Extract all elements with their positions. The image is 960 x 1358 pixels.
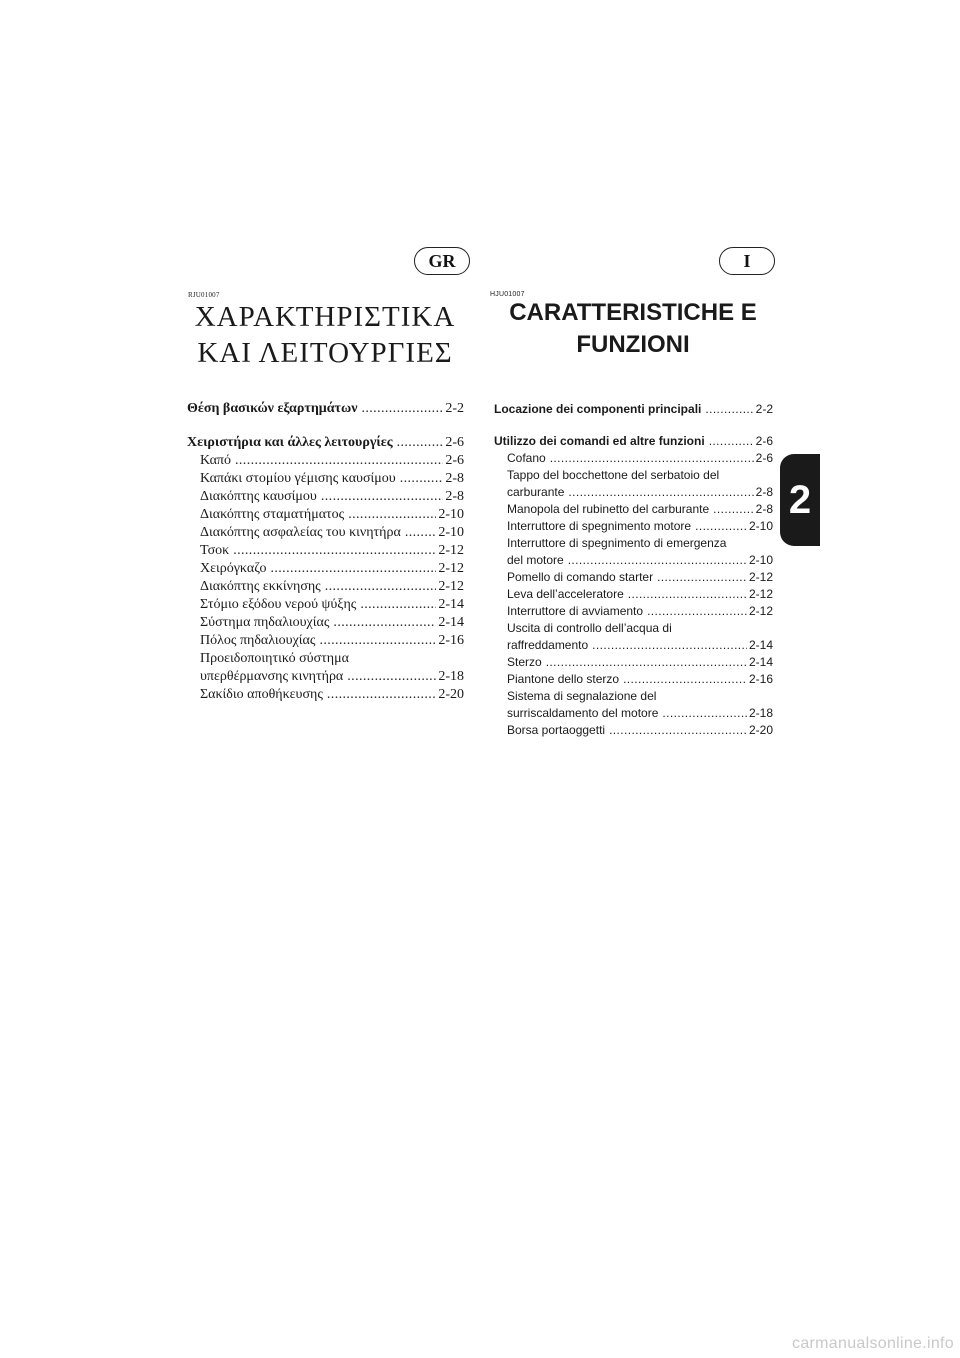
- chapter-title-italian: [488, 297, 778, 361]
- title-line: ΧΑΡΑΚΤΗΡΙΣΤΙΚΑ: [194, 301, 456, 333]
- chapter-tab[interactable]: [780, 454, 820, 546]
- toc-page: 2-12: [438, 561, 464, 576]
- toc-page: 2-8: [755, 502, 773, 516]
- toc-page: 2-14: [748, 655, 773, 669]
- toc-page: 2-18: [438, 669, 464, 684]
- toc-entry[interactable]: [494, 603, 773, 620]
- toc-label: Piantone dello sterzo: [507, 672, 620, 686]
- toc-page: 2-8: [755, 485, 773, 499]
- toc-page: 2-6: [445, 453, 464, 468]
- toc-entry[interactable]: [494, 450, 773, 467]
- toc-entry[interactable]: [494, 401, 773, 418]
- toc-label: Διακόπτης εκκίνησης: [200, 579, 321, 594]
- title-line: FUNZIONI: [576, 331, 690, 358]
- section-code-greek: RJU01007: [188, 291, 220, 299]
- toc-page: 2-18: [748, 706, 773, 720]
- chapter-number: 2: [788, 477, 812, 522]
- title-line: CARATTERISTICHE E: [509, 299, 757, 326]
- toc-page: 2-14: [438, 615, 464, 630]
- toc-entry[interactable]: [187, 614, 464, 632]
- toc-page: 2-20: [748, 723, 773, 737]
- table-of-contents-greek: [187, 400, 464, 704]
- toc-label: carburante: [507, 485, 565, 499]
- toc-label: Cofano: [507, 451, 546, 465]
- toc-label: Σακίδιο αποθήκευσης: [200, 687, 323, 702]
- toc-entry[interactable]: [494, 620, 773, 637]
- toc-entry[interactable]: [494, 722, 773, 739]
- toc-entry[interactable]: [494, 518, 773, 535]
- toc-entry[interactable]: [187, 400, 464, 418]
- toc-page: 2-16: [438, 633, 464, 648]
- toc-entry[interactable]: [494, 569, 773, 586]
- toc-page: 2-6: [755, 451, 773, 465]
- toc-label: surriscaldamento del motore: [507, 706, 659, 720]
- toc-entry[interactable]: [187, 506, 464, 524]
- watermark-text: carmanualsonline.info: [792, 1335, 954, 1352]
- toc-page: 2-20: [438, 687, 464, 702]
- toc-entry[interactable]: [494, 688, 773, 705]
- toc-page: 2-14: [748, 638, 773, 652]
- toc-entry[interactable]: [187, 668, 464, 686]
- toc-label: Χειριστήρια και άλλες λειτουργίες: [187, 435, 393, 450]
- chapter-title-greek: [180, 299, 470, 371]
- toc-label: Utilizzo dei comandi ed altre funzioni: [494, 434, 705, 448]
- toc-label: Πόλος πηδαλιουχίας: [200, 633, 316, 648]
- toc-label: Pomello di comando starter: [507, 570, 654, 584]
- toc-entry[interactable]: [494, 637, 773, 654]
- toc-label: Manopola del rubinetto del carburante: [507, 502, 710, 516]
- toc-label: Προειδοποιητικό σύστημα: [200, 651, 349, 666]
- toc-label: Καπό: [200, 453, 231, 468]
- toc-page: 2-2: [445, 401, 464, 416]
- toc-label: Locazione dei componenti principali: [494, 402, 702, 416]
- section-code-italian: HJU01007: [490, 291, 525, 298]
- toc-label: Sistema di segnalazione del: [507, 689, 657, 703]
- toc-label: Διακόπτης ασφαλείας του κινητήρα: [200, 525, 401, 540]
- toc-entry[interactable]: [494, 433, 773, 450]
- toc-page: 2-14: [438, 597, 464, 612]
- toc-label: Sterzo: [507, 655, 542, 669]
- toc-label: Διακόπτης καυσίμου: [200, 489, 317, 504]
- table-of-contents-italian: [494, 401, 773, 739]
- toc-label: Διακόπτης σταματήματος: [200, 507, 345, 522]
- toc-entry[interactable]: [494, 705, 773, 722]
- toc-page: 2-12: [748, 570, 773, 584]
- toc-entry[interactable]: [494, 586, 773, 603]
- toc-entry[interactable]: [187, 596, 464, 614]
- toc-label: del motore: [507, 553, 564, 567]
- toc-page: 2-10: [438, 507, 464, 522]
- toc-page: 2-12: [748, 604, 773, 618]
- toc-label: Interruttore di spegnimento di emergenza: [507, 536, 727, 550]
- toc-page: 2-12: [438, 579, 464, 594]
- toc-entry[interactable]: [187, 542, 464, 560]
- toc-label: Στόμιο εξόδου νερού ψύξης: [200, 597, 357, 612]
- toc-entry[interactable]: [187, 560, 464, 578]
- toc-label: Σύστημα πηδαλιουχίας: [200, 615, 330, 630]
- toc-entry[interactable]: [187, 434, 464, 452]
- toc-page: 2-8: [445, 471, 464, 486]
- toc-label: Interruttore di spegnimento motore: [507, 519, 692, 533]
- toc-entry[interactable]: [494, 484, 773, 501]
- toc-entry[interactable]: [187, 578, 464, 596]
- toc-page: 2-10: [438, 525, 464, 540]
- toc-entry[interactable]: [494, 671, 773, 688]
- toc-page: 2-12: [438, 543, 464, 558]
- title-line: ΚΑΙ ΛΕΙΤΟΥΡΓΙΕΣ: [197, 337, 453, 369]
- toc-label: Τσοκ: [200, 543, 230, 558]
- toc-page: 2-10: [748, 553, 773, 567]
- toc-page: 2-16: [748, 672, 773, 686]
- language-badge-italian: I: [719, 247, 775, 275]
- toc-label: Χειρόγκαζο: [200, 561, 267, 576]
- toc-page: 2-12: [748, 587, 773, 601]
- toc-label: υπερθέρμανσης κινητήρα: [200, 669, 344, 684]
- toc-label: Καπάκι στομίου γέμισης καυσίμου: [200, 471, 396, 486]
- toc-entry[interactable]: [187, 650, 464, 668]
- toc-entry[interactable]: [494, 501, 773, 518]
- toc-entry[interactable]: [187, 452, 464, 470]
- toc-label: Borsa portaoggetti: [507, 723, 606, 737]
- toc-page: 2-6: [445, 435, 464, 450]
- toc-entry[interactable]: [187, 524, 464, 542]
- toc-page: 2-10: [748, 519, 773, 533]
- toc-page: 2-2: [755, 402, 773, 416]
- toc-entry[interactable]: [187, 470, 464, 488]
- toc-entry[interactable]: [494, 467, 773, 484]
- toc-entry[interactable]: [494, 654, 773, 671]
- toc-entry[interactable]: [494, 552, 773, 569]
- toc-entry[interactable]: [187, 488, 464, 506]
- toc-entry[interactable]: [187, 632, 464, 650]
- toc-label: Uscita di controllo dell’acqua di: [507, 621, 672, 635]
- language-badge-greek: GR: [414, 247, 470, 275]
- toc-page: 2-6: [755, 434, 773, 448]
- toc-label: Interruttore di avviamento: [507, 604, 644, 618]
- toc-entry[interactable]: [187, 686, 464, 704]
- toc-entry[interactable]: [494, 535, 773, 552]
- toc-label: Θέση βασικών εξαρτημάτων: [187, 401, 358, 416]
- toc-label: Tappo del bocchettone del serbatoio del: [507, 468, 720, 482]
- toc-label: Leva dell’acceleratore: [507, 587, 624, 601]
- toc-label: raffreddamento: [507, 638, 589, 652]
- toc-page: 2-8: [445, 489, 464, 504]
